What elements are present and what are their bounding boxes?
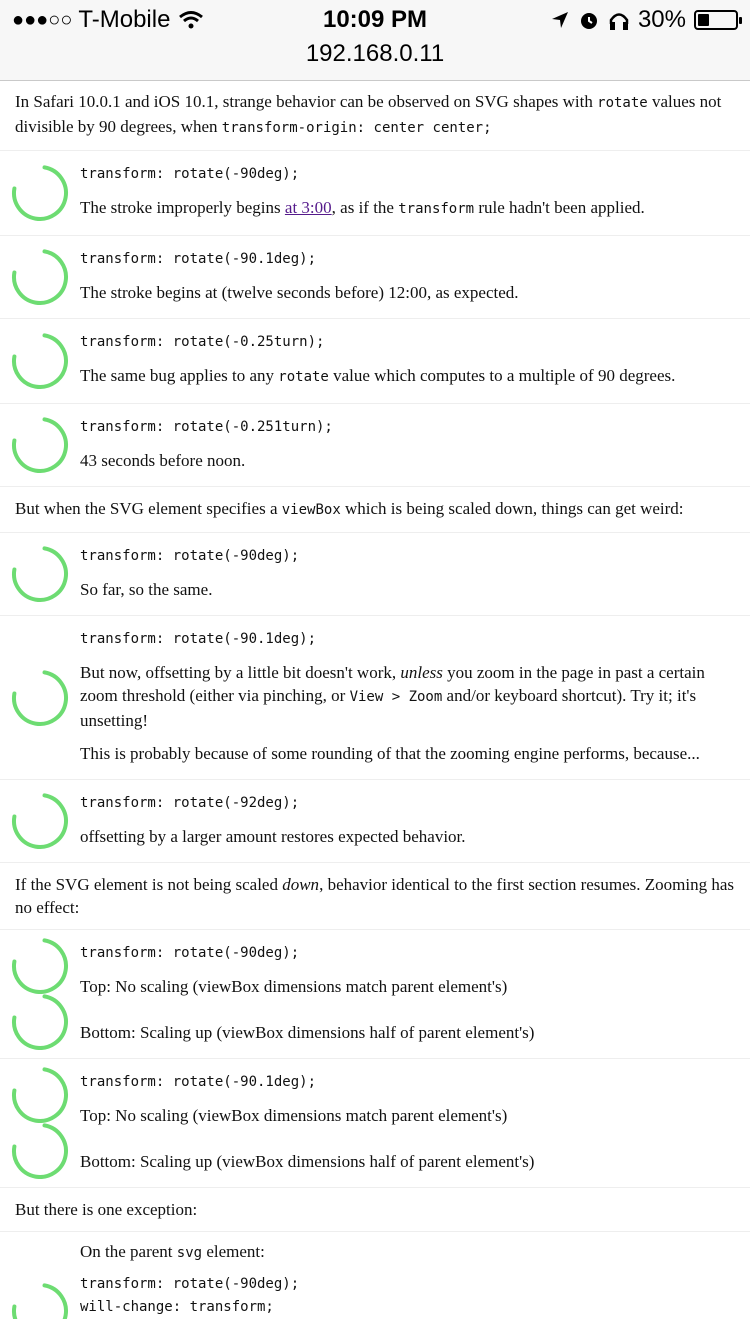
example-row: transform: rotate(-90deg); So far, so the same.: [0, 533, 750, 616]
battery-icon: [694, 10, 738, 30]
spinner-arc-icon: [8, 994, 72, 1050]
spinner-arc-path: [14, 672, 66, 724]
spinner-arc-icon: [8, 1279, 72, 1319]
spinner-arc-path: [14, 167, 66, 219]
location-icon: [550, 10, 570, 30]
battery-percent: 30%: [637, 6, 686, 33]
spinner-arc-path: [14, 419, 66, 471]
spinner-arc-icon: [8, 329, 72, 393]
css-rule: transform: rotate(-0.25turn);: [80, 334, 325, 350]
spinner-arc-path: [14, 1285, 66, 1319]
carrier-name: T-Mobile: [78, 6, 171, 33]
example-row: transform: rotate(-92deg); offsetting by a larger amount restores expected behavior.: [0, 780, 750, 863]
css-rule: transform: rotate(-90.1deg);: [80, 251, 317, 267]
spinner-arc-path: [14, 996, 66, 1048]
spinner-arc-path: [14, 940, 66, 992]
example-row: transform: rotate(-0.251turn); 43 seconds before noon.: [0, 404, 750, 487]
example-row: transform: rotate(-90.1deg); The stroke begins at (twelve seconds before) 12:00, as expected.: [0, 236, 750, 319]
css-rule: transform: rotate(-90deg);: [80, 548, 300, 564]
spinner-arc-path: [14, 251, 66, 303]
spinner-arc-icon: [8, 1067, 72, 1123]
spinner-arc-icon: [8, 666, 72, 730]
example-row: transform: rotate(-0.25turn); The same bug applies to any rotate value which computes to a multiple of 90 degrees.: [0, 319, 750, 404]
spinner-arc-path: [14, 795, 66, 847]
example-row: On the parent svg element: transform: rotate(-90deg); will-change: transform;: [0, 1232, 750, 1327]
spinner-arc-icon: [8, 1123, 72, 1179]
spinner-arc-icon: [8, 542, 72, 606]
status-bar: [0, 0, 750, 81]
example-row: transform: rotate(-90deg); The stroke improperly begins at 3:00, as if the transform rule hadn't been applied.: [0, 151, 750, 236]
section-paragraph: But when the SVG element specifies a viewBox which is being scaled down, things can get weird:: [0, 487, 750, 533]
css-rule: transform: rotate(-90deg);: [80, 1276, 300, 1292]
spinner-arc-icon: [8, 789, 72, 853]
status-right: [550, 6, 738, 34]
css-rule: transform: rotate(-90.1deg);: [80, 631, 317, 647]
section-paragraph: But there is one exception:: [0, 1188, 750, 1232]
spinner-arc-icon: [8, 161, 72, 225]
spinner-arc-path: [14, 1069, 66, 1121]
address-bar-url[interactable]: 192.168.0.11: [305, 40, 445, 67]
spinner-arc-path: [14, 1125, 66, 1177]
spinner-arc-path: [14, 548, 66, 600]
css-rule: transform: rotate(-90deg);: [80, 945, 300, 961]
spinner-arc-path: [14, 335, 66, 387]
css-rule: transform: rotate(-90.1deg);: [80, 1074, 317, 1090]
css-rule: transform: rotate(-92deg);: [80, 795, 300, 811]
status-time: 10:09 PM: [322, 6, 428, 33]
example-row: transform: rotate(-90.1deg); But now, offsetting by a little bit doesn't work, unless you zoom in the page in past a certain zoom threshold (either via pinching, or View > Zoom and/or keyboard shortcut). Try it; it's unsetting! This is probably because of some rounding of that the zooming engine performs, because...: [0, 616, 750, 780]
intro-paragraph: In Safari 10.0.1 and iOS 10.1, strange behavior can be observed on SVG shapes with rotate values not divisible by 90 degrees, when transform-origin: center center;: [0, 80, 750, 151]
css-rule: transform: rotate(-90deg);: [80, 166, 300, 182]
spinner-arc-icon: [8, 938, 72, 994]
time-link[interactable]: at 3:00: [284, 198, 332, 217]
example-row: transform: rotate(-90.1deg); Top: No scaling (viewBox dimensions match parent element's) Bottom: Scaling up (viewBox dimensions half of parent element's): [0, 1059, 750, 1188]
section-paragraph: If the SVG element is not being scaled down, behavior identical to the first section resumes. Zooming has no effect:: [0, 863, 750, 930]
signal-icon: ●●●○○: [12, 8, 73, 31]
headphones-icon: [608, 9, 630, 31]
example-row: transform: rotate(-90deg); Top: No scaling (viewBox dimensions match parent element's) Bottom: Scaling up (viewBox dimensions half of parent element's): [0, 930, 750, 1059]
alarm-icon: [578, 9, 600, 31]
css-rule: transform: rotate(-0.251turn);: [80, 419, 333, 435]
spinner-arc-icon: [8, 245, 72, 309]
spinner-arc-icon: [8, 413, 72, 477]
page-content: [0, 80, 750, 1327]
css-rule: will-change: transform;: [80, 1299, 274, 1315]
